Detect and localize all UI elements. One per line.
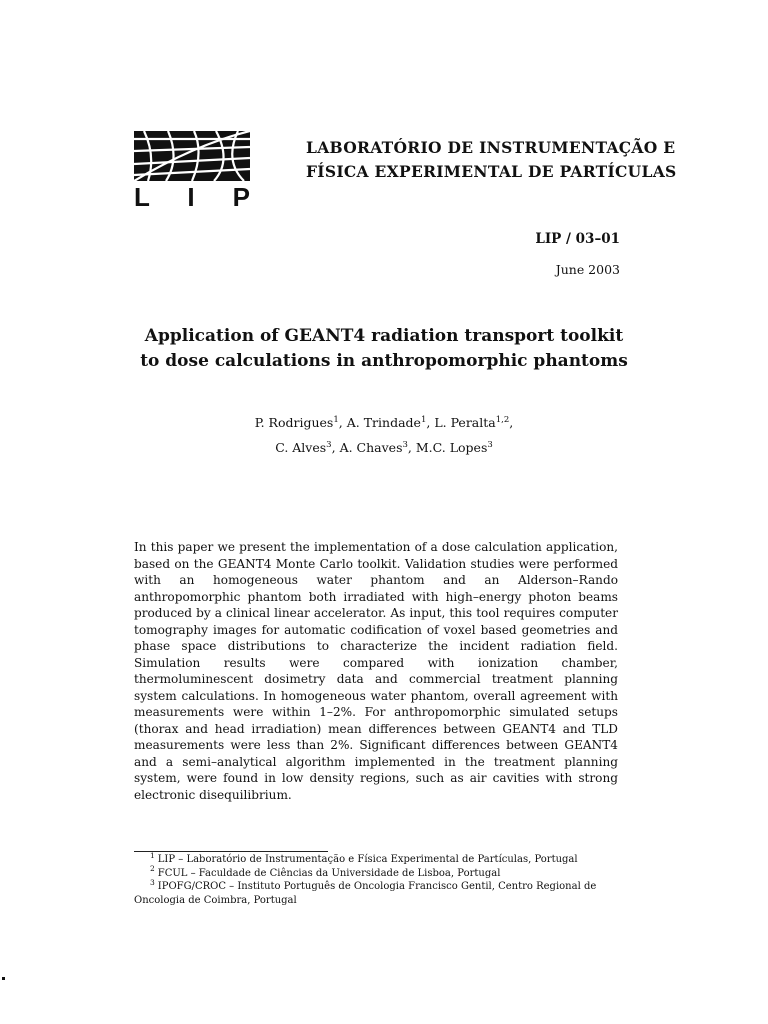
author-name: L. Peralta [434, 415, 496, 430]
author-name: C. Alves [275, 440, 327, 455]
paper-title [110, 324, 658, 374]
footnote [134, 864, 622, 881]
title-line1: Application of GEANT4 radiation transport toolkit [144, 326, 624, 346]
author-affiliation: 3 [402, 439, 408, 450]
author-affiliation: 1 [333, 414, 339, 425]
author-name: A. Chaves [339, 440, 403, 455]
footnote [134, 850, 622, 867]
abstract: In this paper we present the implementation of a dose calculation application, based on the GEANT4 Monte Carlo toolkit. Validation studies were performed with an homogeneous water phantom and an Alderson–Rando anthropomorphic phantom both irradiated with high–energy photon beams produced by a clinical linear accelerator. As input, this tool requires computer tomography images for automatic codification of voxel based geometries and phase space distributions to characterize the incident radiation field. Simulation results were compared with ionization chamber, thermoluminescent dosimetry data and commercial treatment planning system calculations. In homogeneous water phantom, overall agreement with measurements were within 1–2%. For anthropomorphic simulated setups (thorax and head irradiation) mean differences between GEANT4 and TLD measurements were less than 2%. Significant differences between GEANT4 and a semi–analytical algorithm implemented in the treatment planning system, were found in low density regions, such as air cavities with strong electronic disequilibrium. [134, 540, 618, 802]
author-affiliation: 3 [487, 439, 493, 450]
footnote-text: LIP – Laboratório de Instrumentação e Física Experimental de Partículas, Portugal [157, 854, 578, 865]
report-date: June 2003 [555, 262, 620, 277]
logo-wordmark: L I P [134, 182, 250, 207]
title-line2: to dose calculations in anthropomorphic phantoms [140, 351, 628, 371]
author-affiliation: 3 [326, 439, 332, 450]
author-name: P. Rodrigues [254, 415, 334, 430]
footnote-rule [134, 851, 328, 852]
author-affiliation: 1 [420, 414, 427, 425]
footnotes [134, 850, 622, 907]
author-separator: , [331, 440, 336, 455]
footnote [134, 877, 622, 907]
author-affiliation: 1,2 [495, 414, 510, 425]
lab-name [306, 136, 726, 184]
footnote-mark: 1 [150, 850, 155, 860]
footnote-text: FCUL – Faculdade de Ciências da Universidade de Lisboa, Portugal [157, 867, 501, 879]
author-name: A. Trindade [346, 415, 421, 430]
report-number: LIP / 03–01 [535, 231, 620, 247]
author-separator: , [426, 415, 431, 430]
author-line-1 [134, 412, 634, 434]
footnote-mark: 2 [150, 864, 155, 874]
scan-dot [2, 977, 5, 980]
author-separator: , [509, 415, 514, 430]
author-line-2 [134, 437, 634, 459]
author-separator: , [338, 415, 343, 430]
logo-stripes-graphic [134, 131, 250, 181]
lab-name-line1: LABORATÓRIO DE INSTRUMENTAÇÃO E [306, 138, 676, 157]
lab-name-line2: FÍSICA EXPERIMENTAL DE PARTÍCULAS [306, 162, 677, 181]
author-name: M.C. Lopes [415, 440, 488, 455]
author-separator: , [407, 440, 412, 455]
lip-logo [134, 131, 250, 207]
footnote-mark: 3 [150, 877, 155, 887]
footnote-text: IPOFG/CROC – Instituto Português de Oncologia Francisco Gentil, Centro Regional de Oncologia de Coimbra, Portugal [134, 881, 597, 906]
